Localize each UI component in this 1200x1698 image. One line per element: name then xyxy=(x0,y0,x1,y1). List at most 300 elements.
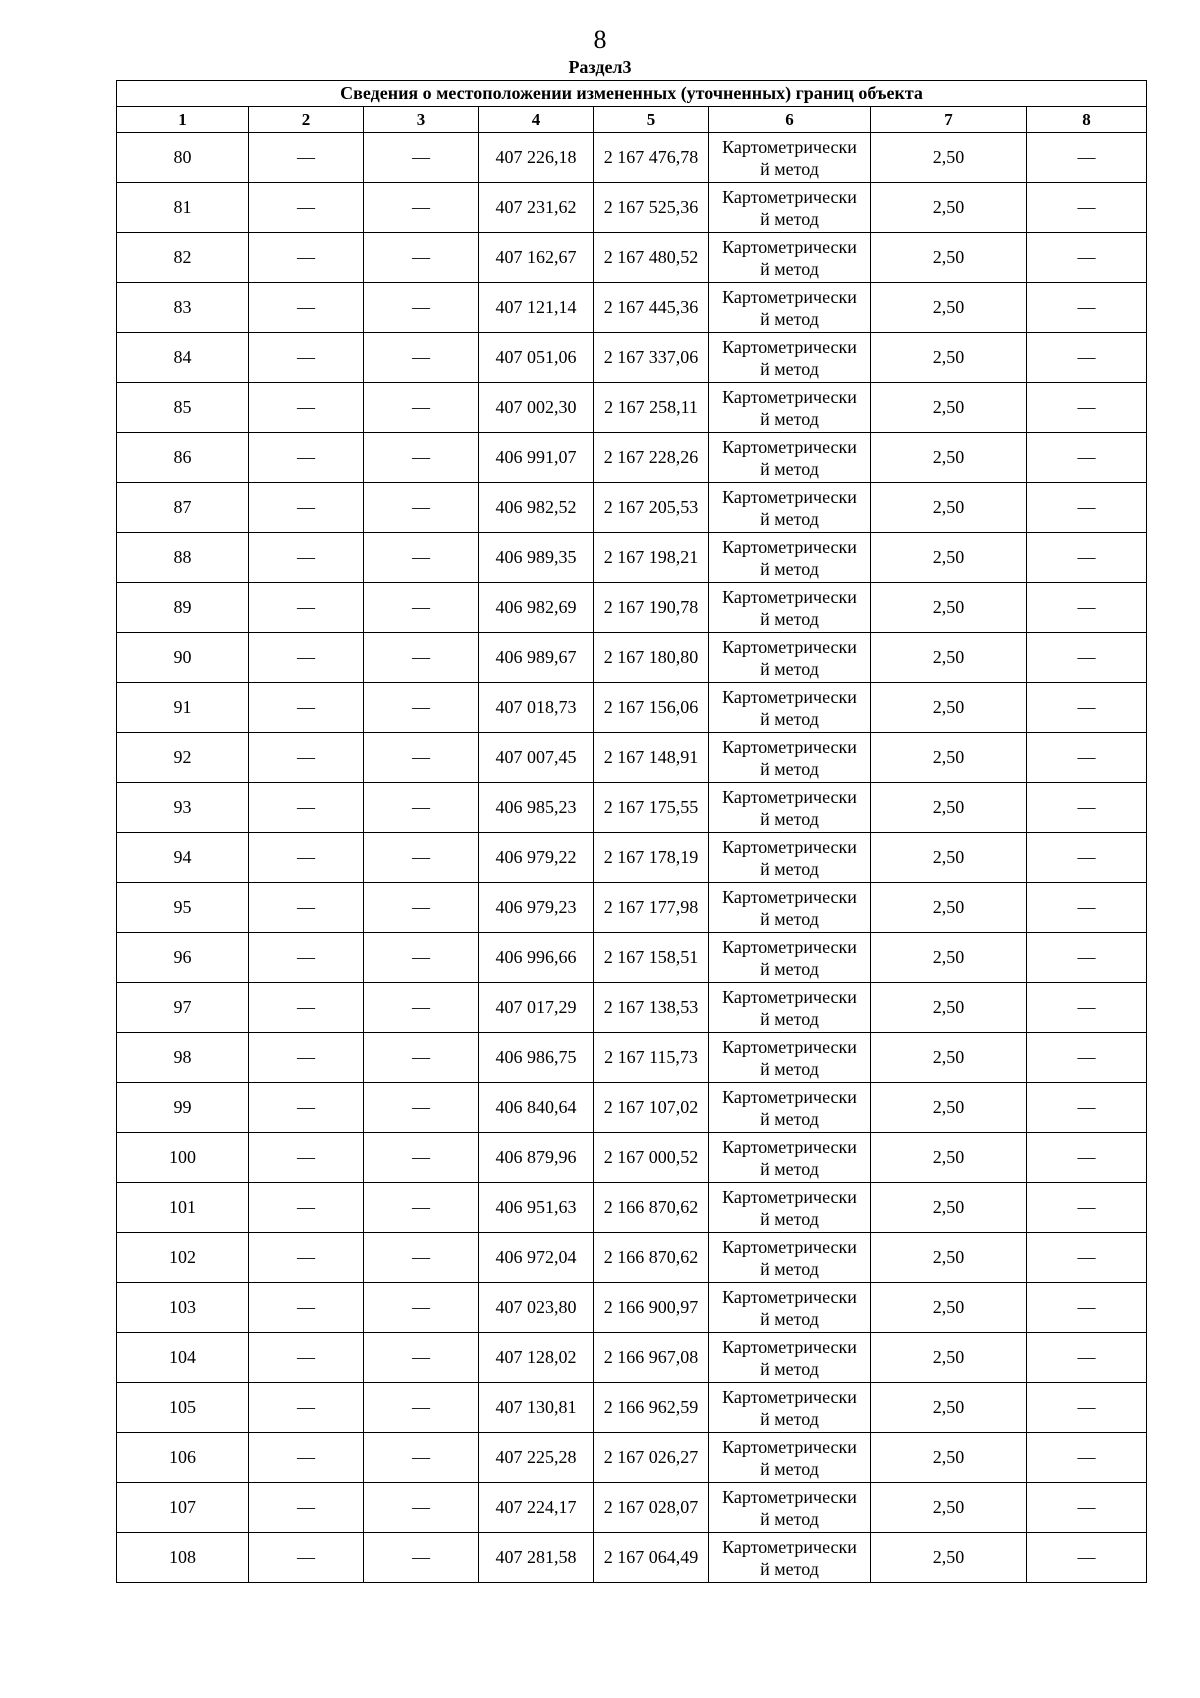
column-2-cell: — xyxy=(249,983,364,1033)
column-8-cell: — xyxy=(1027,1083,1147,1133)
column-3-cell: — xyxy=(364,1533,479,1583)
column-8-cell: — xyxy=(1027,1133,1147,1183)
y-coordinate-cell: 2 167 337,06 xyxy=(594,333,709,383)
x-coordinate-cell: 407 018,73 xyxy=(479,683,594,733)
point-number-cell: 83 xyxy=(117,283,249,333)
column-8-cell: — xyxy=(1027,1233,1147,1283)
x-coordinate-cell: 406 989,35 xyxy=(479,533,594,583)
column-2-cell: — xyxy=(249,483,364,533)
point-number-cell: 107 xyxy=(117,1483,249,1533)
accuracy-cell: 2,50 xyxy=(871,583,1027,633)
column-2-cell: — xyxy=(249,183,364,233)
column-3-cell: — xyxy=(364,1233,479,1283)
method-line-2: й метод xyxy=(760,1508,819,1529)
table-row xyxy=(117,483,1147,533)
column-8-cell: — xyxy=(1027,283,1147,333)
column-8-cell: — xyxy=(1027,883,1147,933)
method-line-2: й метод xyxy=(760,608,819,629)
method-line-1: Картометрически xyxy=(722,236,857,257)
y-coordinate-cell: 2 166 870,62 xyxy=(594,1183,709,1233)
point-number-cell: 92 xyxy=(117,733,249,783)
x-coordinate-cell: 406 879,96 xyxy=(479,1133,594,1183)
column-3-cell: — xyxy=(364,1433,479,1483)
table-row xyxy=(117,583,1147,633)
method-line-1: Картометрически xyxy=(722,1536,857,1557)
method-line-1: Картометрически xyxy=(722,736,857,757)
method-line-1: Картометрически xyxy=(722,1036,857,1057)
point-number-cell: 86 xyxy=(117,433,249,483)
point-number-cell: 84 xyxy=(117,333,249,383)
table-row xyxy=(117,983,1147,1033)
column-3-cell: — xyxy=(364,883,479,933)
point-number-cell: 105 xyxy=(117,1383,249,1433)
accuracy-cell: 2,50 xyxy=(871,1283,1027,1333)
method-line-2: й метод xyxy=(760,1458,819,1479)
method-line-1: Картометрически xyxy=(722,1286,857,1307)
method-cell xyxy=(709,333,871,383)
x-coordinate-cell: 407 130,81 xyxy=(479,1383,594,1433)
method-line-2: й метод xyxy=(760,1008,819,1029)
y-coordinate-cell: 2 167 228,26 xyxy=(594,433,709,483)
column-2-cell: — xyxy=(249,533,364,583)
column-3-cell: — xyxy=(364,1133,479,1183)
method-line-2: й метод xyxy=(760,408,819,429)
method-cell xyxy=(709,583,871,633)
table-row xyxy=(117,1333,1147,1383)
point-number-cell: 104 xyxy=(117,1333,249,1383)
column-3-cell: — xyxy=(364,483,479,533)
point-number-cell: 82 xyxy=(117,233,249,283)
table-row xyxy=(117,933,1147,983)
x-coordinate-cell: 406 996,66 xyxy=(479,933,594,983)
table-row xyxy=(117,883,1147,933)
column-2-cell: — xyxy=(249,733,364,783)
method-cell xyxy=(709,383,871,433)
y-coordinate-cell: 2 167 148,91 xyxy=(594,733,709,783)
x-coordinate-cell: 406 840,64 xyxy=(479,1083,594,1133)
column-2-cell: — xyxy=(249,883,364,933)
method-cell xyxy=(709,1283,871,1333)
method-line-2: й метод xyxy=(760,658,819,679)
column-2-cell: — xyxy=(249,1083,364,1133)
column-3-cell: — xyxy=(364,733,479,783)
method-cell xyxy=(709,633,871,683)
column-2-cell: — xyxy=(249,233,364,283)
table-row xyxy=(117,283,1147,333)
point-number-cell: 93 xyxy=(117,783,249,833)
y-coordinate-cell: 2 167 064,49 xyxy=(594,1533,709,1583)
x-coordinate-cell: 406 989,67 xyxy=(479,633,594,683)
column-8-cell: — xyxy=(1027,233,1147,283)
column-2-cell: — xyxy=(249,383,364,433)
method-line-2: й метод xyxy=(760,1558,819,1579)
column-3-cell: — xyxy=(364,1183,479,1233)
x-coordinate-cell: 407 051,06 xyxy=(479,333,594,383)
accuracy-cell: 2,50 xyxy=(871,933,1027,983)
method-cell xyxy=(709,133,871,183)
table-row xyxy=(117,383,1147,433)
accuracy-cell: 2,50 xyxy=(871,133,1027,183)
column-3-cell: — xyxy=(364,783,479,833)
column-8-cell: — xyxy=(1027,533,1147,583)
x-coordinate-cell: 406 986,75 xyxy=(479,1033,594,1083)
y-coordinate-cell: 2 167 190,78 xyxy=(594,583,709,633)
table-row xyxy=(117,183,1147,233)
point-number-cell: 97 xyxy=(117,983,249,1033)
method-line-1: Картометрически xyxy=(722,136,857,157)
x-coordinate-cell: 407 121,14 xyxy=(479,283,594,333)
x-coordinate-cell: 407 023,80 xyxy=(479,1283,594,1333)
table-caption: Сведения о местоположении измененных (уточненных) границ объекта xyxy=(117,81,1147,107)
column-2-cell: — xyxy=(249,1133,364,1183)
table-row xyxy=(117,1383,1147,1433)
accuracy-cell: 2,50 xyxy=(871,983,1027,1033)
accuracy-cell: 2,50 xyxy=(871,733,1027,783)
accuracy-cell: 2,50 xyxy=(871,383,1027,433)
method-cell xyxy=(709,983,871,1033)
y-coordinate-cell: 2 167 476,78 xyxy=(594,133,709,183)
column-2-cell: — xyxy=(249,1383,364,1433)
x-coordinate-cell: 407 162,67 xyxy=(479,233,594,283)
column-8-cell: — xyxy=(1027,183,1147,233)
method-line-1: Картометрически xyxy=(722,1186,857,1207)
point-number-cell: 102 xyxy=(117,1233,249,1283)
table-body xyxy=(117,133,1147,1583)
accuracy-cell: 2,50 xyxy=(871,1433,1027,1483)
y-coordinate-cell: 2 166 967,08 xyxy=(594,1333,709,1383)
method-cell xyxy=(709,883,871,933)
table-row xyxy=(117,1483,1147,1533)
section-title: Раздел3 xyxy=(568,57,632,77)
y-coordinate-cell: 2 167 138,53 xyxy=(594,983,709,1033)
method-line-2: й метод xyxy=(760,1358,819,1379)
x-coordinate-cell: 406 985,23 xyxy=(479,783,594,833)
point-number-cell: 100 xyxy=(117,1133,249,1183)
method-line-2: й метод xyxy=(760,958,819,979)
column-8-cell: — xyxy=(1027,933,1147,983)
table-row xyxy=(117,1233,1147,1283)
point-number-cell: 85 xyxy=(117,383,249,433)
y-coordinate-cell: 2 167 000,52 xyxy=(594,1133,709,1183)
column-8-cell: — xyxy=(1027,1033,1147,1083)
point-number-cell: 89 xyxy=(117,583,249,633)
y-coordinate-cell: 2 166 900,97 xyxy=(594,1283,709,1333)
point-number-cell: 96 xyxy=(117,933,249,983)
column-3-cell: — xyxy=(364,1333,479,1383)
method-line-1: Картометрически xyxy=(722,986,857,1007)
column-8-cell: — xyxy=(1027,633,1147,683)
method-cell xyxy=(709,1433,871,1483)
column-2-cell: — xyxy=(249,633,364,683)
accuracy-cell: 2,50 xyxy=(871,1483,1027,1533)
method-cell xyxy=(709,933,871,983)
accuracy-cell: 2,50 xyxy=(871,533,1027,583)
column-2-cell: — xyxy=(249,1533,364,1583)
column-3-cell: — xyxy=(364,833,479,883)
method-line-1: Картометрически xyxy=(722,1236,857,1257)
table-row xyxy=(117,1133,1147,1183)
x-coordinate-cell: 406 972,04 xyxy=(479,1233,594,1283)
point-number-cell: 88 xyxy=(117,533,249,583)
column-3-cell: — xyxy=(364,433,479,483)
column-2-cell: — xyxy=(249,783,364,833)
column-number-row xyxy=(117,107,1147,133)
y-coordinate-cell: 2 167 158,51 xyxy=(594,933,709,983)
method-cell xyxy=(709,1233,871,1283)
y-coordinate-cell: 2 166 962,59 xyxy=(594,1383,709,1433)
column-2-cell: — xyxy=(249,833,364,883)
x-coordinate-cell: 407 225,28 xyxy=(479,1433,594,1483)
method-cell xyxy=(709,1333,871,1383)
point-number-cell: 80 xyxy=(117,133,249,183)
method-line-2: й метод xyxy=(760,208,819,229)
method-line-2: й метод xyxy=(760,1308,819,1329)
y-coordinate-cell: 2 167 156,06 xyxy=(594,683,709,733)
method-cell xyxy=(709,1133,871,1183)
x-coordinate-cell: 406 979,23 xyxy=(479,883,594,933)
column-8-cell: — xyxy=(1027,133,1147,183)
column-3-cell: — xyxy=(364,183,479,233)
method-cell xyxy=(709,783,871,833)
column-8-cell: — xyxy=(1027,833,1147,883)
accuracy-cell: 2,50 xyxy=(871,1533,1027,1583)
method-line-2: й метод xyxy=(760,558,819,579)
column-2-cell: — xyxy=(249,1233,364,1283)
x-coordinate-cell: 406 979,22 xyxy=(479,833,594,883)
x-coordinate-cell: 407 226,18 xyxy=(479,133,594,183)
column-8-cell: — xyxy=(1027,433,1147,483)
column-8-cell: — xyxy=(1027,1383,1147,1433)
column-2-cell: — xyxy=(249,583,364,633)
y-coordinate-cell: 2 167 445,36 xyxy=(594,283,709,333)
y-coordinate-cell: 2 167 026,27 xyxy=(594,1433,709,1483)
x-coordinate-cell: 406 991,07 xyxy=(479,433,594,483)
method-cell xyxy=(709,1483,871,1533)
column-3-cell: — xyxy=(364,533,479,583)
y-coordinate-cell: 2 167 178,19 xyxy=(594,833,709,883)
point-number-cell: 94 xyxy=(117,833,249,883)
column-3-cell: — xyxy=(364,583,479,633)
boundary-coordinates-table xyxy=(116,80,1147,1583)
column-8-cell: — xyxy=(1027,1283,1147,1333)
accuracy-cell: 2,50 xyxy=(871,833,1027,883)
method-line-2: й метод xyxy=(760,908,819,929)
method-line-1: Картометрически xyxy=(722,1136,857,1157)
table-row xyxy=(117,733,1147,783)
point-number-cell: 103 xyxy=(117,1283,249,1333)
y-coordinate-cell: 2 167 480,52 xyxy=(594,233,709,283)
method-cell xyxy=(709,833,871,883)
method-cell xyxy=(709,433,871,483)
point-number-cell: 106 xyxy=(117,1433,249,1483)
method-line-1: Картометрически xyxy=(722,836,857,857)
method-cell xyxy=(709,483,871,533)
column-2-cell: — xyxy=(249,1433,364,1483)
y-coordinate-cell: 2 167 525,36 xyxy=(594,183,709,233)
method-line-1: Картометрически xyxy=(722,786,857,807)
accuracy-cell: 2,50 xyxy=(871,233,1027,283)
point-number-cell: 99 xyxy=(117,1083,249,1133)
y-coordinate-cell: 2 167 258,11 xyxy=(594,383,709,433)
method-line-1: Картометрически xyxy=(722,186,857,207)
method-line-2: й метод xyxy=(760,808,819,829)
point-number-cell: 108 xyxy=(117,1533,249,1583)
column-number-3: 3 xyxy=(364,107,479,133)
y-coordinate-cell: 2 167 205,53 xyxy=(594,483,709,533)
column-8-cell: — xyxy=(1027,983,1147,1033)
method-line-2: й метод xyxy=(760,358,819,379)
column-8-cell: — xyxy=(1027,1183,1147,1233)
x-coordinate-cell: 406 982,69 xyxy=(479,583,594,633)
method-line-1: Картометрически xyxy=(722,486,857,507)
column-2-cell: — xyxy=(249,1033,364,1083)
y-coordinate-cell: 2 167 028,07 xyxy=(594,1483,709,1533)
method-cell xyxy=(709,533,871,583)
y-coordinate-cell: 2 167 175,55 xyxy=(594,783,709,833)
column-number-7: 7 xyxy=(871,107,1027,133)
column-2-cell: — xyxy=(249,283,364,333)
point-number-cell: 91 xyxy=(117,683,249,733)
point-number-cell: 87 xyxy=(117,483,249,533)
method-line-1: Картометрически xyxy=(722,536,857,557)
y-coordinate-cell: 2 167 180,80 xyxy=(594,633,709,683)
method-line-1: Картометрически xyxy=(722,1086,857,1107)
y-coordinate-cell: 2 167 177,98 xyxy=(594,883,709,933)
column-8-cell: — xyxy=(1027,383,1147,433)
method-line-2: й метод xyxy=(760,458,819,479)
x-coordinate-cell: 407 231,62 xyxy=(479,183,594,233)
x-coordinate-cell: 407 002,30 xyxy=(479,383,594,433)
accuracy-cell: 2,50 xyxy=(871,333,1027,383)
column-2-cell: — xyxy=(249,683,364,733)
column-2-cell: — xyxy=(249,1183,364,1233)
table-row xyxy=(117,233,1147,283)
table-row xyxy=(117,1183,1147,1233)
method-line-2: й метод xyxy=(760,308,819,329)
method-line-2: й метод xyxy=(760,1058,819,1079)
column-2-cell: — xyxy=(249,1283,364,1333)
column-3-cell: — xyxy=(364,233,479,283)
column-3-cell: — xyxy=(364,333,479,383)
column-number-2: 2 xyxy=(249,107,364,133)
table-row xyxy=(117,533,1147,583)
accuracy-cell: 2,50 xyxy=(871,883,1027,933)
column-2-cell: — xyxy=(249,133,364,183)
table-row xyxy=(117,1283,1147,1333)
table-row xyxy=(117,333,1147,383)
column-8-cell: — xyxy=(1027,1433,1147,1483)
x-coordinate-cell: 407 281,58 xyxy=(479,1533,594,1583)
method-line-1: Картометрически xyxy=(722,1386,857,1407)
x-coordinate-cell: 406 982,52 xyxy=(479,483,594,533)
column-3-cell: — xyxy=(364,1383,479,1433)
method-line-2: й метод xyxy=(760,858,819,879)
method-line-2: й метод xyxy=(760,1258,819,1279)
table-row xyxy=(117,133,1147,183)
method-line-1: Картометрически xyxy=(722,286,857,307)
point-number-cell: 81 xyxy=(117,183,249,233)
point-number-cell: 101 xyxy=(117,1183,249,1233)
column-2-cell: — xyxy=(249,933,364,983)
accuracy-cell: 2,50 xyxy=(871,483,1027,533)
column-number-1: 1 xyxy=(117,107,249,133)
method-line-1: Картометрически xyxy=(722,436,857,457)
x-coordinate-cell: 407 128,02 xyxy=(479,1333,594,1383)
column-8-cell: — xyxy=(1027,733,1147,783)
column-3-cell: — xyxy=(364,683,479,733)
table-row xyxy=(117,633,1147,683)
method-line-1: Картометрически xyxy=(722,936,857,957)
column-2-cell: — xyxy=(249,333,364,383)
column-3-cell: — xyxy=(364,283,479,333)
column-8-cell: — xyxy=(1027,483,1147,533)
x-coordinate-cell: 407 007,45 xyxy=(479,733,594,783)
method-line-2: й метод xyxy=(760,1108,819,1129)
table-row xyxy=(117,1033,1147,1083)
point-number-cell: 95 xyxy=(117,883,249,933)
method-cell xyxy=(709,1383,871,1433)
column-8-cell: — xyxy=(1027,333,1147,383)
table-row xyxy=(117,783,1147,833)
column-number-4: 4 xyxy=(479,107,594,133)
x-coordinate-cell: 407 017,29 xyxy=(479,983,594,1033)
method-cell xyxy=(709,1533,871,1583)
method-line-1: Картометрически xyxy=(722,636,857,657)
accuracy-cell: 2,50 xyxy=(871,683,1027,733)
page-number: 8 xyxy=(593,25,607,54)
table-caption-row xyxy=(117,81,1147,107)
method-line-1: Картометрически xyxy=(722,886,857,907)
method-line-1: Картометрически xyxy=(722,1486,857,1507)
method-line-2: й метод xyxy=(760,1408,819,1429)
column-3-cell: — xyxy=(364,383,479,433)
y-coordinate-cell: 2 166 870,62 xyxy=(594,1233,709,1283)
method-line-1: Картометрически xyxy=(722,586,857,607)
accuracy-cell: 2,50 xyxy=(871,1033,1027,1083)
method-line-1: Картометрически xyxy=(722,336,857,357)
column-3-cell: — xyxy=(364,933,479,983)
y-coordinate-cell: 2 167 107,02 xyxy=(594,1083,709,1133)
table-row xyxy=(117,683,1147,733)
accuracy-cell: 2,50 xyxy=(871,1333,1027,1383)
accuracy-cell: 2,50 xyxy=(871,633,1027,683)
point-number-cell: 98 xyxy=(117,1033,249,1083)
column-3-cell: — xyxy=(364,1083,479,1133)
method-cell xyxy=(709,1183,871,1233)
column-8-cell: — xyxy=(1027,1533,1147,1583)
method-line-2: й метод xyxy=(760,158,819,179)
column-3-cell: — xyxy=(364,1283,479,1333)
table-row xyxy=(117,1433,1147,1483)
method-cell xyxy=(709,233,871,283)
table-row xyxy=(117,1083,1147,1133)
y-coordinate-cell: 2 167 115,73 xyxy=(594,1033,709,1083)
y-coordinate-cell: 2 167 198,21 xyxy=(594,533,709,583)
column-3-cell: — xyxy=(364,1033,479,1083)
method-cell xyxy=(709,283,871,333)
table-row xyxy=(117,833,1147,883)
x-coordinate-cell: 406 951,63 xyxy=(479,1183,594,1233)
column-number-5: 5 xyxy=(594,107,709,133)
table-row xyxy=(117,1533,1147,1583)
method-line-2: й метод xyxy=(760,1208,819,1229)
column-8-cell: — xyxy=(1027,1333,1147,1383)
column-8-cell: — xyxy=(1027,683,1147,733)
column-8-cell: — xyxy=(1027,783,1147,833)
accuracy-cell: 2,50 xyxy=(871,1383,1027,1433)
method-cell xyxy=(709,1033,871,1083)
column-3-cell: — xyxy=(364,1483,479,1533)
